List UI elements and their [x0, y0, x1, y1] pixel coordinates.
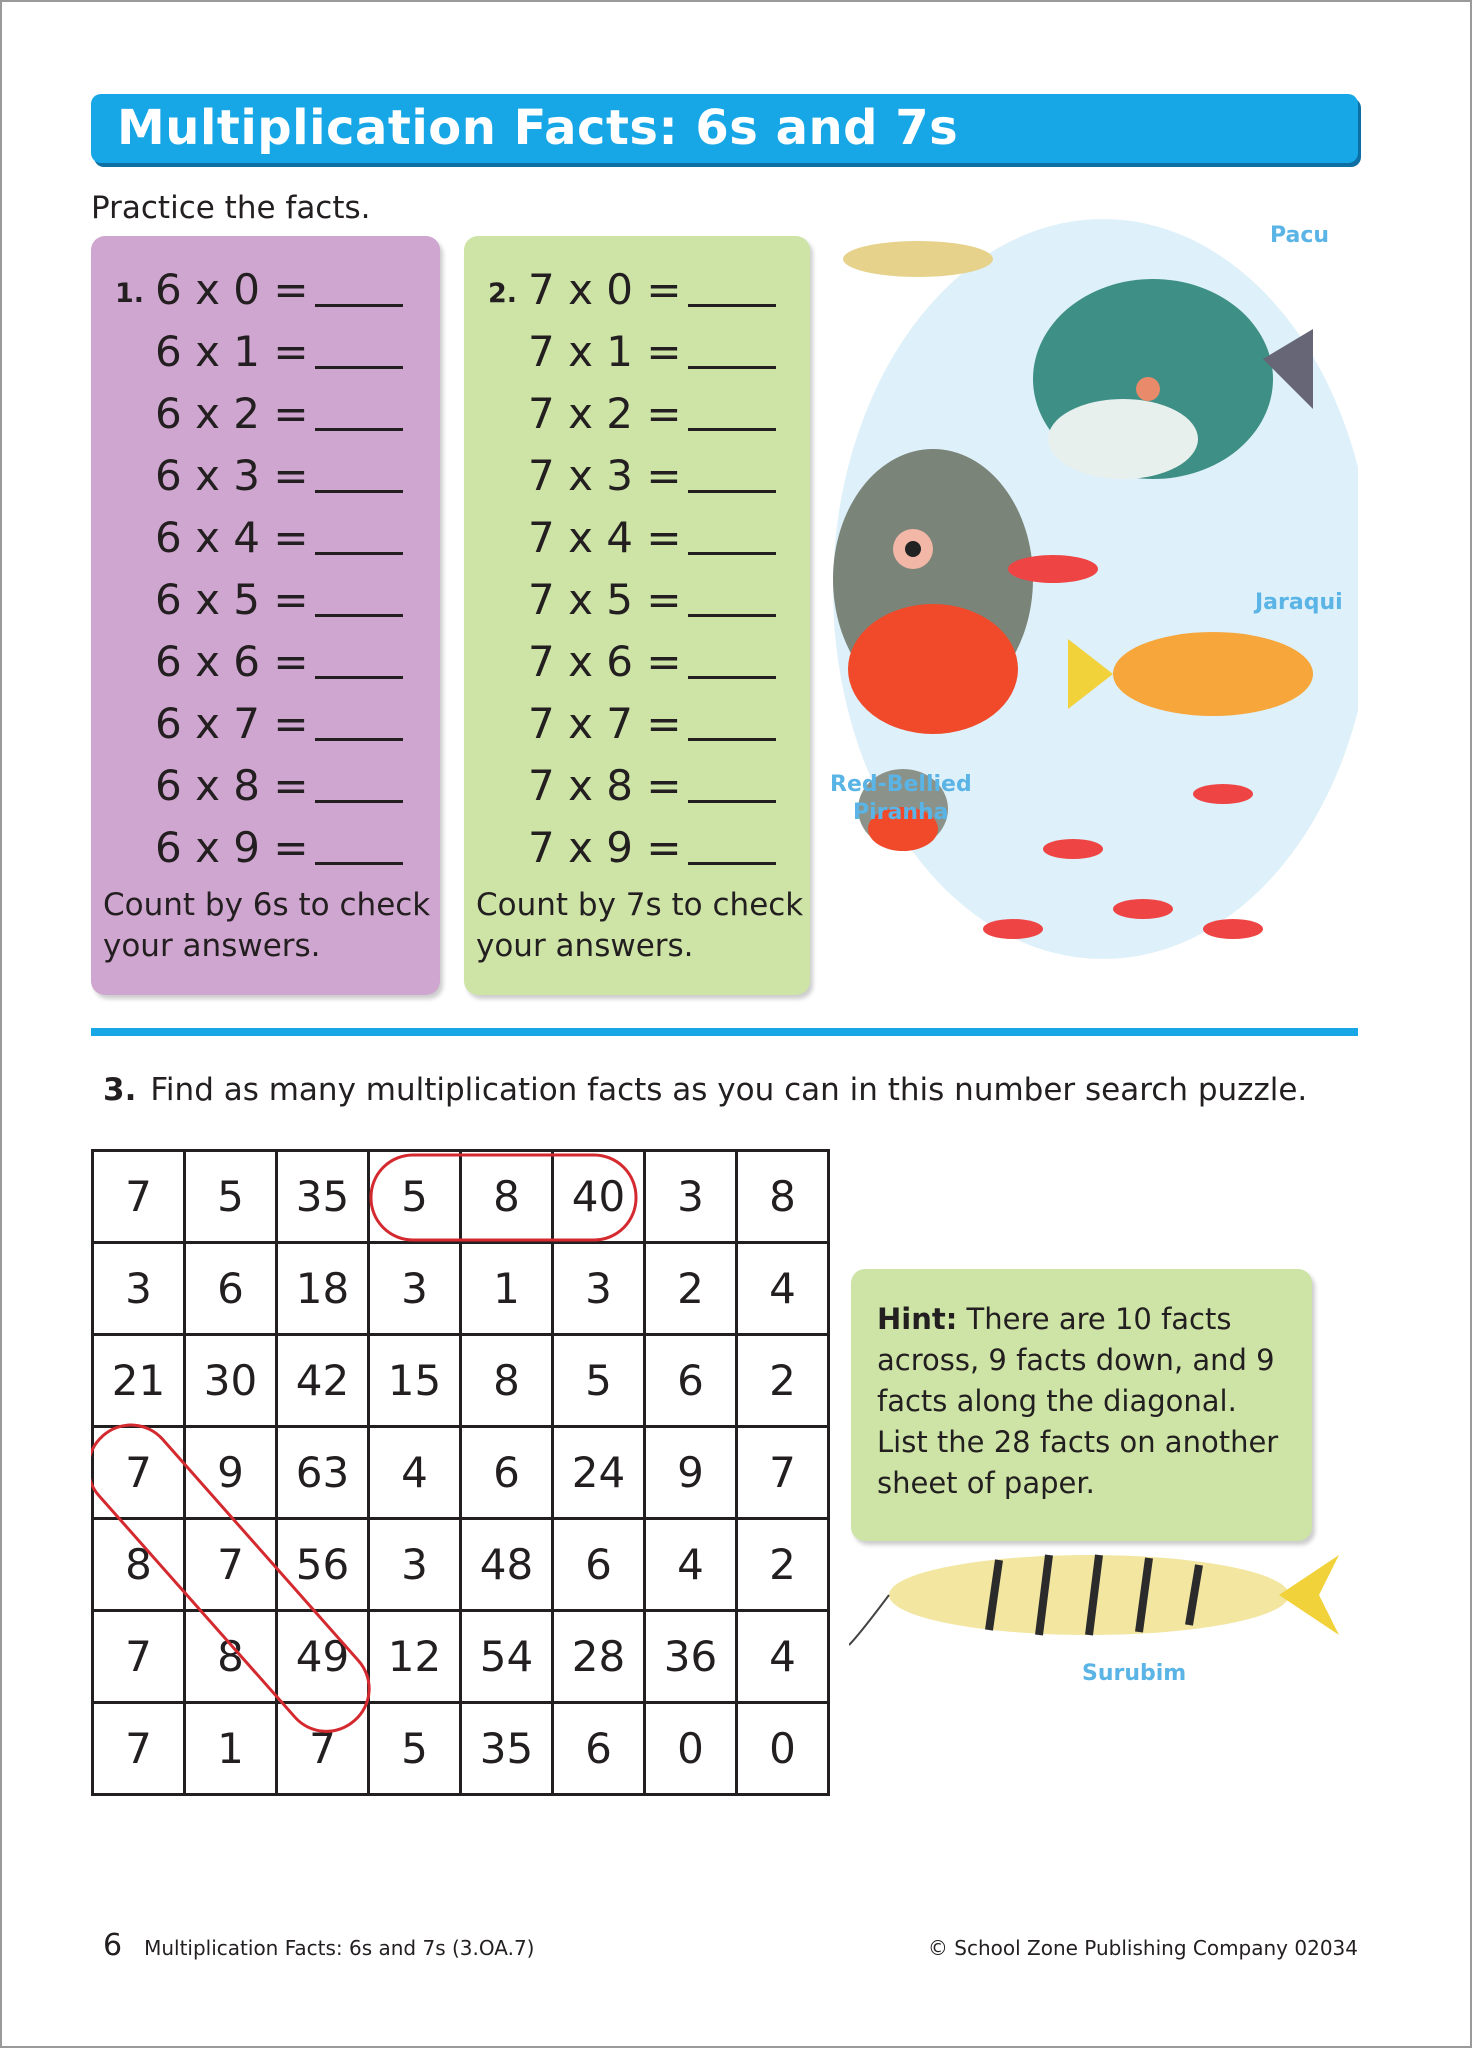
grid-cell: 5 — [369, 1703, 461, 1795]
grid-cell: 35 — [277, 1151, 369, 1243]
answer-blank[interactable] — [688, 395, 776, 431]
problem-number: 1. — [115, 277, 145, 309]
hint-label: Hint: — [877, 1302, 958, 1336]
fact-text: 6 x 9 = — [155, 822, 309, 872]
grid-cell: 7 — [185, 1519, 277, 1611]
grid-cell: 7 — [93, 1151, 185, 1243]
grid-cell: 42 — [277, 1335, 369, 1427]
fact-row — [115, 692, 440, 754]
grid-cell: 48 — [461, 1519, 553, 1611]
grid-cell: 8 — [461, 1335, 553, 1427]
fact-row — [488, 630, 810, 692]
grid-cell: 0 — [645, 1703, 737, 1795]
footer-left — [103, 1928, 534, 1963]
answer-blank[interactable] — [688, 829, 776, 865]
section-divider — [91, 1028, 1358, 1036]
fact-row — [115, 444, 440, 506]
grid-cell: 4 — [645, 1519, 737, 1611]
piranha-label-1: Red-Bellied — [830, 772, 972, 797]
sixes-facts-box — [91, 236, 440, 995]
answer-blank[interactable] — [315, 581, 403, 617]
fact-text: 6 x 3 = — [155, 450, 309, 500]
problem-number — [488, 781, 528, 789]
answer-blank[interactable] — [688, 271, 776, 307]
grid-cell: 3 — [369, 1243, 461, 1335]
grid-cell: 7 — [93, 1427, 185, 1519]
sevens-facts-box — [464, 236, 810, 995]
answer-blank[interactable] — [315, 643, 403, 679]
surubim-fish-icon — [849, 1500, 1358, 1690]
answer-blank[interactable] — [315, 767, 403, 803]
grid-cell: 7 — [93, 1611, 185, 1703]
page-title: Multiplication Facts: 6s and 7s — [117, 100, 959, 156]
fact-text: 7 x 9 = — [528, 822, 682, 872]
grid-cell: 4 — [369, 1427, 461, 1519]
grid-cell: 0 — [737, 1703, 829, 1795]
fact-text: 6 x 8 = — [155, 760, 309, 810]
grid-cell: 3 — [645, 1151, 737, 1243]
fact-text: 6 x 2 = — [155, 388, 309, 438]
problem-number — [488, 471, 528, 479]
copyright: © School Zone Publishing Company 02034 — [927, 1936, 1358, 1960]
grid-cell: 4 — [737, 1611, 829, 1703]
problem-number — [115, 471, 155, 479]
answer-blank[interactable] — [315, 271, 403, 307]
catfish-icon — [843, 241, 993, 277]
grid-cell: 3 — [553, 1243, 645, 1335]
answer-blank[interactable] — [688, 519, 776, 555]
fact-text: 7 x 4 = — [528, 512, 682, 562]
answer-blank[interactable] — [315, 829, 403, 865]
grid-cell: 2 — [645, 1243, 737, 1335]
grid-cell: 6 — [185, 1243, 277, 1335]
fact-text: 6 x 6 = — [155, 636, 309, 686]
fact-row — [488, 816, 810, 878]
question-number: 3. — [103, 1072, 137, 1108]
grid-cell: 6 — [553, 1703, 645, 1795]
answer-blank[interactable] — [315, 519, 403, 555]
fact-row — [488, 568, 810, 630]
grid-cell: 5 — [369, 1151, 461, 1243]
grid-cell: 7 — [737, 1427, 829, 1519]
problem-number — [488, 843, 528, 851]
grid-cell: 6 — [645, 1335, 737, 1427]
grid-cell: 5 — [553, 1335, 645, 1427]
fact-text: 6 x 5 = — [155, 574, 309, 624]
grid-cell: 63 — [277, 1427, 369, 1519]
pacu-label: Pacu — [1270, 223, 1330, 248]
grid-cell: 24 — [553, 1427, 645, 1519]
grid-cell: 9 — [645, 1427, 737, 1519]
grid-row — [93, 1335, 829, 1427]
problem-number — [488, 657, 528, 665]
problem-number — [488, 595, 528, 603]
grid-cell: 21 — [93, 1335, 185, 1427]
grid-row — [93, 1151, 829, 1243]
answer-blank[interactable] — [688, 457, 776, 493]
fact-row — [115, 568, 440, 630]
instructions: Practice the facts. — [91, 190, 371, 226]
fact-text: 7 x 6 = — [528, 636, 682, 686]
grid-row — [93, 1703, 829, 1795]
grid-cell: 49 — [277, 1611, 369, 1703]
answer-blank[interactable] — [315, 457, 403, 493]
problem-number — [115, 409, 155, 417]
fact-row — [115, 382, 440, 444]
answer-blank[interactable] — [688, 767, 776, 803]
fact-text: 6 x 4 = — [155, 512, 309, 562]
grid-cell: 3 — [93, 1243, 185, 1335]
fact-row — [488, 754, 810, 816]
grid-cell: 54 — [461, 1611, 553, 1703]
hint-text: There are 10 facts across, 9 facts down, and 9 facts along the diagonal. List the 28 facts on another sheet of paper. — [877, 1302, 1279, 1500]
problem-number: 2. — [488, 277, 518, 309]
problem-number — [115, 657, 155, 665]
grid-cell: 6 — [461, 1427, 553, 1519]
grid-cell: 8 — [93, 1519, 185, 1611]
grid-cell: 35 — [461, 1703, 553, 1795]
answer-blank[interactable] — [688, 581, 776, 617]
fact-text: 6 x 0 = — [155, 264, 309, 314]
problem-number — [115, 595, 155, 603]
fact-text: 7 x 0 = — [528, 264, 682, 314]
problem-number — [115, 533, 155, 541]
grid-cell: 2 — [737, 1335, 829, 1427]
page-number: 6 — [103, 1928, 123, 1963]
piranha-label-2: Piranha — [853, 800, 949, 825]
fact-text: 6 x 1 = — [155, 326, 309, 376]
problem-number — [115, 347, 155, 355]
grid-cell: 18 — [277, 1243, 369, 1335]
grid-cell: 7 — [93, 1703, 185, 1795]
grid-row — [93, 1519, 829, 1611]
fact-text: 7 x 3 = — [528, 450, 682, 500]
grid-cell: 8 — [185, 1611, 277, 1703]
grid-cell: 5 — [185, 1151, 277, 1243]
check-instructions: Count by 6s to check your answers. — [103, 887, 431, 964]
fact-text: 7 x 1 = — [528, 326, 682, 376]
grid-cell: 3 — [369, 1519, 461, 1611]
answer-blank[interactable] — [315, 705, 403, 741]
grid-cell: 2 — [737, 1519, 829, 1611]
fact-row — [115, 630, 440, 692]
answer-blank[interactable] — [688, 705, 776, 741]
fact-row — [115, 754, 440, 816]
problem-number — [115, 719, 155, 727]
number-search-grid — [91, 1149, 830, 1796]
problem-number — [488, 409, 528, 417]
title-banner — [91, 94, 1358, 163]
grid-cell: 15 — [369, 1335, 461, 1427]
fact-text: 7 x 8 = — [528, 760, 682, 810]
grid-cell: 36 — [645, 1611, 737, 1703]
answer-blank[interactable] — [315, 395, 403, 431]
grid-row — [93, 1611, 829, 1703]
grid-cell: 6 — [553, 1519, 645, 1611]
grid-cell: 4 — [737, 1243, 829, 1335]
question-3 — [103, 1072, 1307, 1108]
fact-row — [115, 320, 440, 382]
fact-row — [488, 444, 810, 506]
check-instructions: Count by 7s to check your answers. — [476, 887, 804, 964]
grid-cell: 12 — [369, 1611, 461, 1703]
surubim-label: Surubim — [1082, 1661, 1187, 1686]
grid-cell: 1 — [185, 1703, 277, 1795]
problem-number — [488, 347, 528, 355]
problem-number — [488, 533, 528, 541]
answer-blank[interactable] — [315, 333, 403, 369]
grid-row — [93, 1427, 829, 1519]
answer-blank[interactable] — [688, 333, 776, 369]
grid-cell: 30 — [185, 1335, 277, 1427]
grid-cell: 56 — [277, 1519, 369, 1611]
fact-text: 6 x 7 = — [155, 698, 309, 748]
grid-cell: 7 — [277, 1703, 369, 1795]
footer-title: Multiplication Facts: 6s and 7s (3.OA.7) — [144, 1936, 535, 1960]
fact-row — [115, 506, 440, 568]
answer-blank[interactable] — [688, 643, 776, 679]
grid-cell: 1 — [461, 1243, 553, 1335]
fact-row — [115, 816, 440, 878]
grid-cell: 9 — [185, 1427, 277, 1519]
fact-row — [488, 258, 810, 320]
grid-cell: 40 — [553, 1151, 645, 1243]
grid-cell: 8 — [461, 1151, 553, 1243]
piranha-fish-icon — [833, 449, 1033, 734]
fact-row — [488, 506, 810, 568]
problem-number — [115, 781, 155, 789]
fact-text: 7 x 2 = — [528, 388, 682, 438]
grid-cell: 28 — [553, 1611, 645, 1703]
fact-row — [488, 382, 810, 444]
fact-text: 7 x 7 = — [528, 698, 682, 748]
fact-text: 7 x 5 = — [528, 574, 682, 624]
fact-row — [115, 258, 440, 320]
problem-number — [115, 843, 155, 851]
fact-row — [488, 320, 810, 382]
fish-illustration — [823, 209, 1358, 993]
problem-number — [488, 719, 528, 727]
grid-row — [93, 1243, 829, 1335]
jaraqui-label: Jaraqui — [1255, 590, 1343, 615]
question-text: Find as many multiplication facts as you can in this number search puzzle. — [150, 1072, 1308, 1108]
grid-cell: 8 — [737, 1151, 829, 1243]
fact-row — [488, 692, 810, 754]
